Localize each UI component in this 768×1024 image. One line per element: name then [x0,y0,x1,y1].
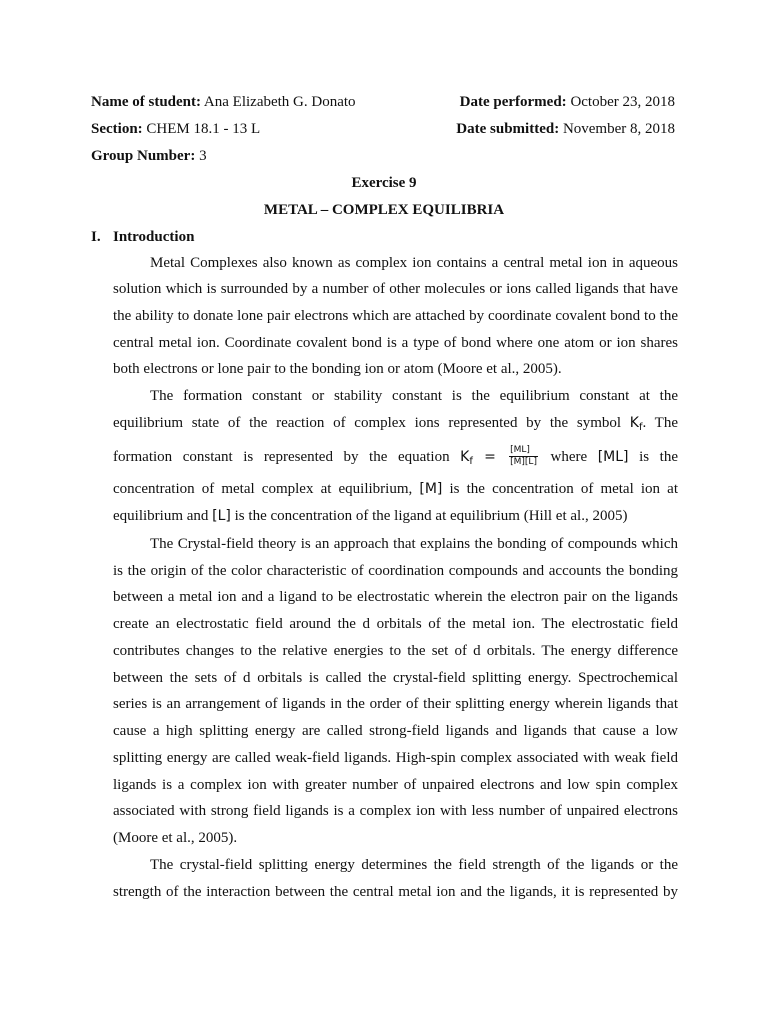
section-info: Section: CHEM 18.1 - 13 L [91,121,261,137]
p3-line: series is an arrangement of ligands in the order of their splitting energy wherein ligands that [113,696,678,712]
p1-line: both electrons or lone pair to the bonding ion or atom (Moore et al., 2005). [113,361,562,377]
header-row-2 [91,119,675,139]
section-title: Introduction [113,229,195,245]
p1-line: the ability to donate lone pair electrons which are attached by coordinate covalent bond to the [113,308,678,324]
p3-line: contributes changes to the relative energies to the set of d orbitals. The energy difference [113,643,678,659]
p2-line: equilibrium state of the reaction of complex ions represented by the symbol $K_f$. The [113,415,678,433]
p2-line-equation: formation constant is represented by the equation $K_f$ = $\frac{[ML]}{[M][L]}$ where [ML] is the [113,445,678,467]
date-performed: Date performed: October 23, 2018 [459,94,675,110]
p4-line: The crystal-field splitting energy determines the field strength of the ligands or the [150,857,678,873]
p1-line: central metal ion. Coordinate covalent bond is a type of bond where one atom or ion shares [113,335,678,351]
group-number: Group Number: 3 [91,148,207,164]
ml-symbol: [ML] [597,448,629,465]
p3-line: create an electrostatic field around the d orbitals of the metal ion. The electrostatic field [113,616,678,632]
date-submitted: Date submitted: November 8, 2018 [456,121,675,137]
p3-line: (Moore et al., 2005). [113,830,238,846]
section-heading [91,227,194,247]
p3-line: between the sets of d orbitals is called the crystal-field splitting energy. Spectrochemical [113,670,678,686]
p3-line: cause a high splitting energy are called strong-field ligands and ligands that cause a low [113,723,678,739]
p2-line: concentration of metal complex at equilibrium, [M] is the concentration of metal ion at [113,481,678,497]
p3-line: is the origin of the color characteristic of coordination compounds and accounts the bonding [113,563,678,579]
p1-line: solution which is surrounded by a number of other molecules or ions called ligands that have [113,281,678,297]
formation-constant-fraction: $\frac{[ML]}{[M][L]}$ [510,445,537,467]
kf-equation: $K_f$ = [460,448,508,467]
header-row-1 [91,92,675,112]
exercise-title: METAL – COMPLEX EQUILIBRIA [263,202,505,218]
p3-line: The Crystal-field theory is an approach that explains the bonding of compounds which [150,536,678,552]
section-number: I. [91,229,101,245]
p3-line: splitting energy are called weak-field ligands. High-spin complex associated with weak field [113,750,678,766]
student-name: Name of student: Ana Elizabeth G. Donato [91,94,356,110]
p2-line: equilibrium and [L] is the concentration of the ligand at equilibrium (Hill et al., 2005) [113,508,628,524]
m-symbol: [M] [419,481,443,497]
p4-line: strength of the interaction between the central metal ion and the ligands, it is represented by [113,884,678,900]
p1-line: Metal Complexes also known as complex ion contains a central metal ion in aqueous [150,255,678,271]
p2-line: The formation constant or stability constant is the equilibrium constant at the [150,388,678,404]
header-row-3 [91,146,675,166]
p3-line: between a metal ion and a ligand to be electrostatic wherein the electron pair on the ligands [113,589,678,605]
p3-line: associated with strong field ligands is a complex ion with less number of unpaired electrons [113,803,678,819]
exercise-number: Exercise 9 [351,175,417,191]
l-symbol: [L] [212,508,231,524]
p3-line: ligands is a complex ion with greater number of unpaired electrons and low spin complex [113,777,678,793]
kf-symbol: $K_f$ [629,415,643,433]
